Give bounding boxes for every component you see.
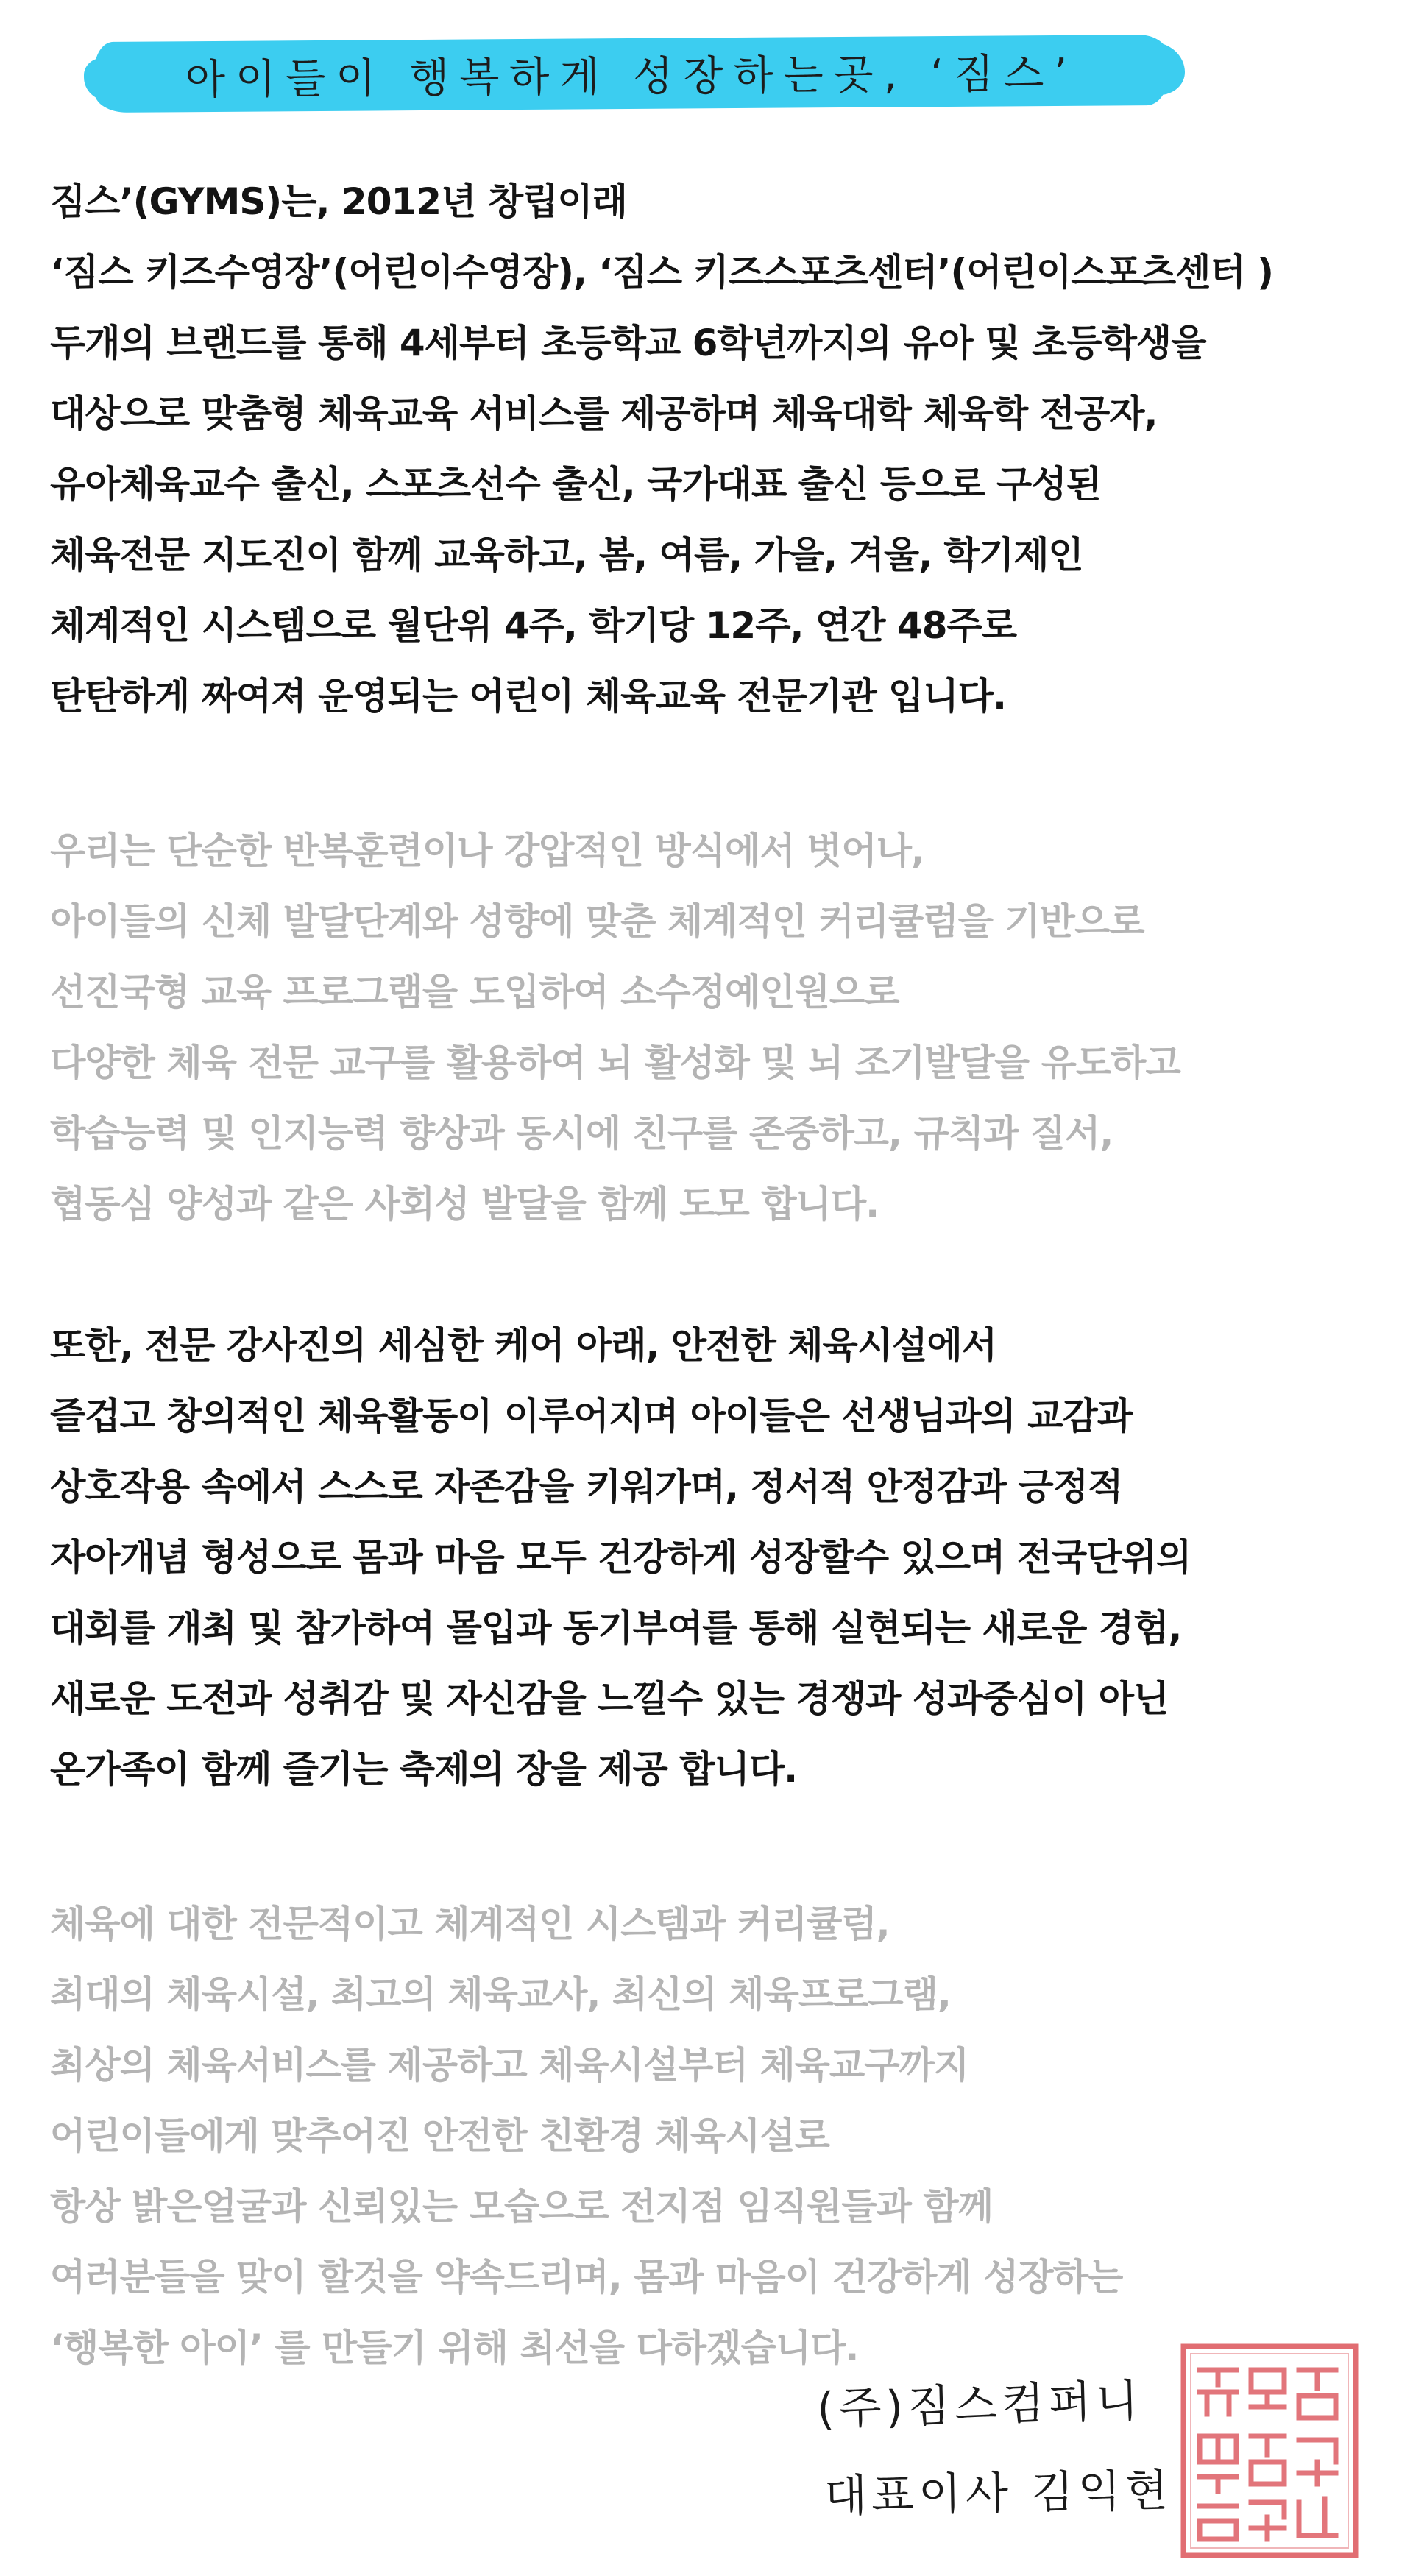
paragraph-line: 최상의 체육서비스를 제공하고 체육시설부터 체육교구까지 xyxy=(50,2044,969,2087)
promise-paragraph xyxy=(50,1889,1375,2383)
ceo-signature xyxy=(810,2340,1192,2561)
intro-paragraph xyxy=(50,166,1375,732)
paragraph-line: 짐스’(GYMS)는, 2012년 창립이래 xyxy=(50,180,627,223)
paragraph-line: 온가족이 함께 즐기는 축제의 장을 제공 합니다. xyxy=(50,1748,798,1791)
paragraph-line: 유아체육교수 출신, 스포츠선수 출신, 국가대표 출신 등으로 구성된 xyxy=(50,463,1101,506)
paragraph-line: 항상 밝은얼굴과 신뢰있는 모습으로 전지점 임직원들과 함께 xyxy=(50,2185,993,2228)
paragraph-line: 자아개념 형성으로 몸과 마음 모두 건강하게 성장할수 있으며 전국단위의 xyxy=(50,1536,1191,1579)
paragraph-line: 아이들의 신체 발달단계와 성향에 맞춘 체계적인 커리큘럼을 기반으로 xyxy=(50,900,1144,943)
paragraph-line: 또한, 전문 강사진의 세심한 케어 아래, 안전한 체육시설에서 xyxy=(50,1324,997,1367)
paragraph-line: 대회를 개최 및 참가하여 몰입과 동기부여를 통해 실현되는 새로운 경험, xyxy=(50,1607,1182,1649)
paragraph-line: 선진국형 교육 프로그램을 도입하여 소수정예인원으로 xyxy=(50,971,899,1013)
paragraph-line: 체육전문 지도진이 함께 교육하고, 봄, 여름, 가을, 겨울, 학기제인 xyxy=(50,534,1083,576)
paragraph-line: 체육에 대한 전문적이고 체계적인 시스템과 커리큘럼, xyxy=(50,1903,890,1945)
paragraph-line: 즐겁고 창의적인 체육활동이 이루어지며 아이들은 선생님과의 교감과 xyxy=(50,1395,1133,1437)
paragraph-line: 협동심 양성과 같은 사회성 발달을 함께 도모 합니다. xyxy=(50,1183,879,1225)
paragraph-line: 학습능력 및 인지능력 향상과 동시에 친구를 존중하고, 규칙과 질서, xyxy=(50,1112,1113,1155)
paragraph-line: 대상으로 맞춤형 체육교육 서비스를 제공하며 체육대학 체육학 전공자, xyxy=(50,392,1158,435)
paragraph-line: 체계적인 시스템으로 월단위 4주, 학기당 12주, 연간 48주로 xyxy=(50,604,1017,647)
paragraph-line: 우리는 단순한 반복훈련이나 강압적인 방식에서 벗어나, xyxy=(50,829,924,872)
signature-ceo-name: 대표이사 김익현 xyxy=(824,2464,1173,2523)
paragraph-line: 상호작용 속에서 스스로 자존감을 키워가며, 정서적 안정감과 긍정적 xyxy=(50,1465,1123,1508)
paragraph-line: ‘짐스 키즈수영장’(어린이수영장), ‘짐스 키즈스포츠센터’(어린이스포츠센터 ) xyxy=(50,251,1274,294)
paragraph-line: ‘행복한 아이’ 를 만들기 위해 최선을 다하겠습니다. xyxy=(50,2326,859,2369)
paragraph-line: 어린이들에게 맞추어진 안전한 친환경 체육시설로 xyxy=(50,2115,829,2157)
company-seal-stamp xyxy=(1178,2340,1361,2561)
paragraph-line: 최대의 체육시설, 최고의 체육교사, 최신의 체육프로그램, xyxy=(50,1973,951,2016)
headline-title: 아이들이 행복하게 성장하는곳, ‘짐스’ xyxy=(185,49,1078,105)
paragraph-line: 새로운 도전과 성취감 및 자신감을 느낄수 있는 경쟁과 성과중심이 아닌 xyxy=(50,1677,1169,1720)
philosophy-paragraph xyxy=(50,815,1375,1239)
signature-company-name: (주)짐스컴퍼니 xyxy=(816,2375,1144,2435)
paragraph-line: 다양한 체육 전문 교구를 활용하여 뇌 활성화 및 뇌 조기발달을 유도하고 xyxy=(50,1041,1180,1084)
paragraph-line: 두개의 브랜드를 통해 4세부터 초등학교 6학년까지의 유아 및 초등학생을 xyxy=(50,322,1206,364)
paragraph-line: 탄탄하게 짜여져 운영되는 어린이 체육교육 전문기관 입니다. xyxy=(50,675,1006,718)
headline-banner xyxy=(94,29,1169,118)
activities-paragraph xyxy=(50,1310,1375,1805)
paragraph-line: 여러분들을 맞이 할것을 약속드리며, 몸과 마음이 건강하게 성장하는 xyxy=(50,2256,1123,2299)
